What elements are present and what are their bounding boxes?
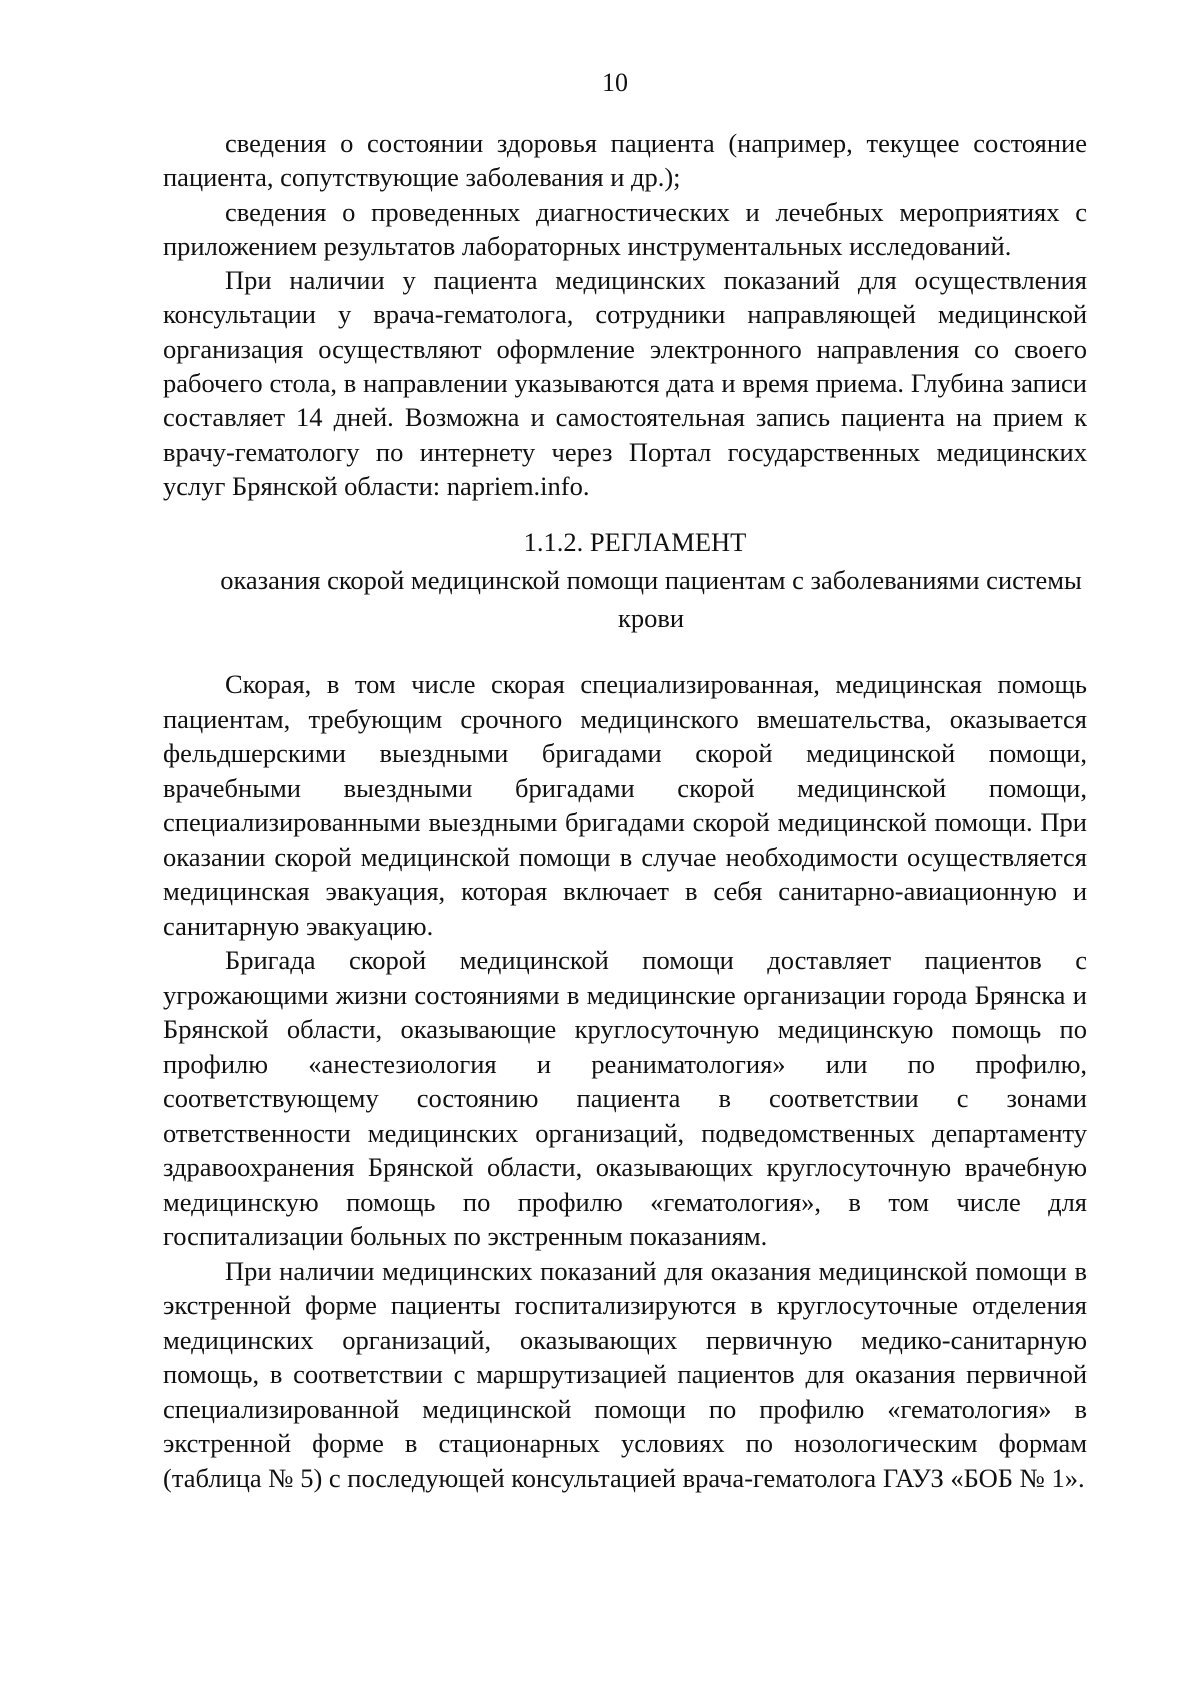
paragraph-emergency-care: Скорая, в том числе скорая специализированная, медицинская помощь пациентам, требующим срочного медицинского вмешательства, оказывается фельдшерскими выездными бригадами скорой медицинской помощи, врачебными выездными бригадами скорой медицинской помощи, специализированными выездными бригадами скорой медицинской помощи. При оказании скорой медицинской помощи в случае необходимости осуществляется медицинская эвакуация, которая включает в себя санитарно-авиационную и санитарную эвакуацию.	[163, 669, 1087, 941]
document-body	[163, 126, 1087, 1495]
regulation-section	[163, 667, 1087, 1495]
paragraph-hospitalization: При наличии медицинских показаний для оказания медицинской помощи в экстренной форме пациенты госпитализируются в круглосуточные отделения медицинских организаций, оказывающих первичную медико-санитарную помощь, в соответствии с маршрутизацией пациентов для оказания первичной специализированной медицинской помощи по профилю «гематология» в экстренной форме в стационарных условиях по нозологическим формам (таблица № 5) с последующей консультацией врача-гематолога ГАУЗ «БОБ № 1».	[163, 1255, 1087, 1493]
section-subtitle: оказания скорой медицинской помощи пациентам с заболеваниями системы крови	[220, 565, 1082, 634]
section-title: 1.1.2. РЕГЛАМЕНТ	[523, 527, 747, 558]
paragraph-ambulance-team: Бригада скорой медицинской помощи доставляет пациентов с угрожающими жизни состояниями в медицинские организации города Брянска и Брянской области, оказывающие круглосуточную медицинскую помощь по профилю «анестезиология и реаниматология» или по профилю, соответствующему состоянию пациента в соответствии с зонами ответственности медицинских организаций, подведомственных департаменту здравоохранения Брянской области, оказывающих круглосуточную врачебную медицинскую помощь по профилю «гематология», в том числе для госпитализации больных по экстренным показаниям.	[163, 945, 1087, 1252]
section-heading	[163, 523, 1087, 637]
paragraph-diagnostics: сведения о проведенных диагностических и лечебных мероприятиях с приложением результатов лабораторных инструментальных исследований.	[163, 196, 1087, 261]
paragraph-referral: При наличии у пациента медицинских показаний для осуществления консультации у врача-гематолога, сотрудники направляющей медицинской организация осуществляют оформление электронного направления со своего рабочего стола, в направлении указываются дата и время приема. Глубина записи составляет 14 дней. Возможна и самостоятельная запись пациента на прием к врачу-гематологу по интернету через Портал государственных медицинских услуг Брянской области: napriem.info.	[163, 265, 1087, 501]
page-number: 10	[602, 68, 628, 97]
intro-section	[163, 126, 1087, 503]
paragraph-health-status: сведения о состоянии здоровья пациента (например, текущее состояние пациента, сопутствующие заболевания и др.);	[163, 128, 1087, 193]
